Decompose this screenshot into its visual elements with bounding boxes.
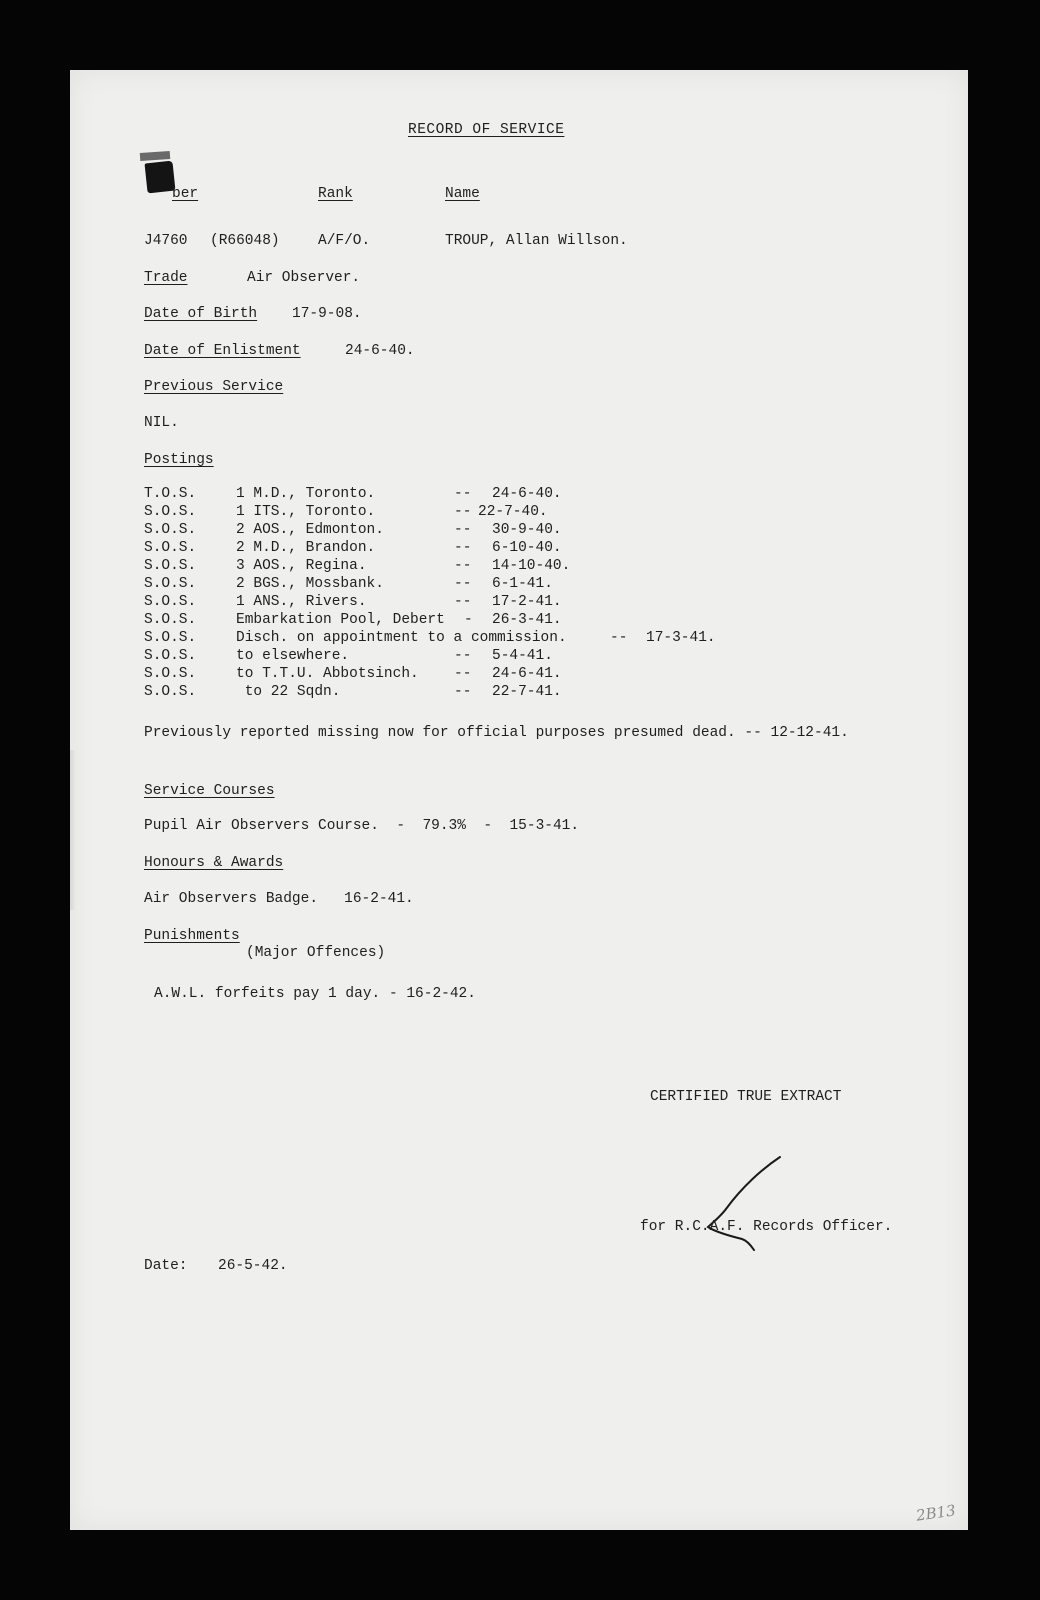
header-rank-label: Rank bbox=[318, 186, 353, 202]
posting-row bbox=[70, 648, 968, 666]
document-page bbox=[70, 70, 968, 1530]
posting-unit: to T.T.U. Abbotsinch. bbox=[236, 666, 419, 682]
posting-type: T.O.S. bbox=[144, 486, 197, 502]
posting-row bbox=[70, 504, 968, 522]
records-officer: for R.C.A.F. Records Officer. bbox=[640, 1219, 893, 1235]
posting-dash: - bbox=[464, 612, 473, 628]
posting-dash: -- bbox=[454, 504, 472, 520]
enlistment-value: 24-6-40. bbox=[345, 343, 415, 359]
posting-dash: -- bbox=[454, 594, 472, 610]
posting-date: 6-1-41. bbox=[492, 576, 553, 592]
posting-unit: 2 M.D., Brandon. bbox=[236, 540, 376, 556]
header-number-label: ber bbox=[172, 186, 199, 202]
posting-row bbox=[70, 522, 968, 540]
posting-row bbox=[70, 684, 968, 702]
posting-unit: Embarkation Pool, Debert bbox=[236, 612, 445, 628]
posting-unit: 1 ITS., Toronto. bbox=[236, 504, 376, 520]
posting-type: S.O.S. bbox=[144, 666, 197, 682]
posting-unit: to 22 Sqdn. bbox=[236, 684, 341, 700]
posting-dash: -- bbox=[454, 558, 472, 574]
posting-dash: -- bbox=[454, 684, 472, 700]
posting-unit: 2 AOS., Edmonton. bbox=[236, 522, 384, 538]
punishments-sub: (Major Offences) bbox=[246, 945, 386, 961]
service-courses-label: Service Courses bbox=[144, 783, 275, 799]
punishments-label: Punishments bbox=[144, 928, 240, 944]
posting-row bbox=[70, 666, 968, 684]
trade-value: Air Observer. bbox=[247, 270, 361, 286]
posting-row bbox=[70, 486, 968, 504]
posting-date: 17-2-41. bbox=[492, 594, 562, 610]
posting-type: S.O.S. bbox=[144, 684, 197, 700]
previous-service-label: Previous Service bbox=[144, 379, 284, 395]
service-courses-value: Pupil Air Observers Course. - 79.3% - 15-3-41. bbox=[144, 818, 580, 834]
posting-dash: -- bbox=[454, 576, 472, 592]
honours-value: Air Observers Badge. 16-2-41. bbox=[144, 891, 414, 907]
posting-dash: -- bbox=[610, 630, 628, 646]
posting-row bbox=[70, 540, 968, 558]
enlistment-label: Date of Enlistment bbox=[144, 343, 301, 359]
posting-date: 6-10-40. bbox=[492, 540, 562, 556]
posting-unit: 1 ANS., Rivers. bbox=[236, 594, 367, 610]
posting-type: S.O.S. bbox=[144, 630, 197, 646]
dob-value: 17-9-08. bbox=[292, 306, 362, 322]
page-title: RECORD OF SERVICE bbox=[408, 122, 565, 138]
date-value: 26-5-42. bbox=[218, 1258, 288, 1274]
reg-number: (R66048) bbox=[210, 233, 280, 249]
date-label: Date: bbox=[144, 1258, 188, 1274]
name-value: TROUP, Allan Willson. bbox=[445, 233, 628, 249]
posting-unit: to elsewhere. bbox=[236, 648, 350, 664]
posting-unit: Disch. on appointment to a commission. bbox=[236, 630, 567, 646]
posting-row bbox=[70, 594, 968, 612]
signature-mark bbox=[702, 1155, 792, 1251]
posting-date: 22-7-40. bbox=[478, 504, 548, 520]
posting-type: S.O.S. bbox=[144, 522, 197, 538]
posting-unit: 1 M.D., Toronto. bbox=[236, 486, 376, 502]
posting-dash: -- bbox=[454, 522, 472, 538]
posting-row bbox=[70, 630, 968, 648]
posting-type: S.O.S. bbox=[144, 540, 197, 556]
missing-note: Previously reported missing now for official purposes presumed dead. -- 12-12-41. bbox=[144, 725, 849, 741]
honours-label: Honours & Awards bbox=[144, 855, 284, 871]
posting-dash: -- bbox=[454, 540, 472, 556]
posting-row bbox=[70, 612, 968, 630]
posting-type: S.O.S. bbox=[144, 576, 197, 592]
posting-date: 24-6-41. bbox=[492, 666, 562, 682]
service-number: J4760 bbox=[144, 233, 188, 249]
header-name-label: Name bbox=[445, 186, 480, 202]
punishments-value: A.W.L. forfeits pay 1 day. - 16-2-42. bbox=[154, 986, 476, 1002]
posting-dash: -- bbox=[454, 648, 472, 664]
posting-type: S.O.S. bbox=[144, 558, 197, 574]
posting-date: 5-4-41. bbox=[492, 648, 553, 664]
posting-row bbox=[70, 576, 968, 594]
pencil-annotation: 2B13 bbox=[915, 1501, 958, 1525]
dob-label: Date of Birth bbox=[144, 306, 258, 322]
posting-unit: 2 BGS., Mossbank. bbox=[236, 576, 384, 592]
posting-type: S.O.S. bbox=[144, 594, 197, 610]
posting-unit: 3 AOS., Regina. bbox=[236, 558, 367, 574]
rank-value: A/F/O. bbox=[318, 233, 371, 249]
torn-corner-mark bbox=[140, 151, 170, 161]
previous-service-value: NIL. bbox=[144, 415, 179, 431]
posting-type: S.O.S. bbox=[144, 504, 197, 520]
postings-label: Postings bbox=[144, 452, 214, 468]
posting-date: 24-6-40. bbox=[492, 486, 562, 502]
trade-label: Trade bbox=[144, 270, 188, 286]
posting-type: S.O.S. bbox=[144, 648, 197, 664]
posting-dash: -- bbox=[454, 486, 472, 502]
posting-date: 30-9-40. bbox=[492, 522, 562, 538]
posting-dash: -- bbox=[454, 666, 472, 682]
certified-true-extract: CERTIFIED TRUE EXTRACT bbox=[650, 1089, 842, 1105]
posting-row bbox=[70, 558, 968, 576]
posting-date: 22-7-41. bbox=[492, 684, 562, 700]
posting-date: 26-3-41. bbox=[492, 612, 562, 628]
posting-date: 14-10-40. bbox=[492, 558, 571, 574]
posting-date: 17-3-41. bbox=[646, 630, 716, 646]
posting-type: S.O.S. bbox=[144, 612, 197, 628]
redaction-blot bbox=[145, 161, 176, 194]
